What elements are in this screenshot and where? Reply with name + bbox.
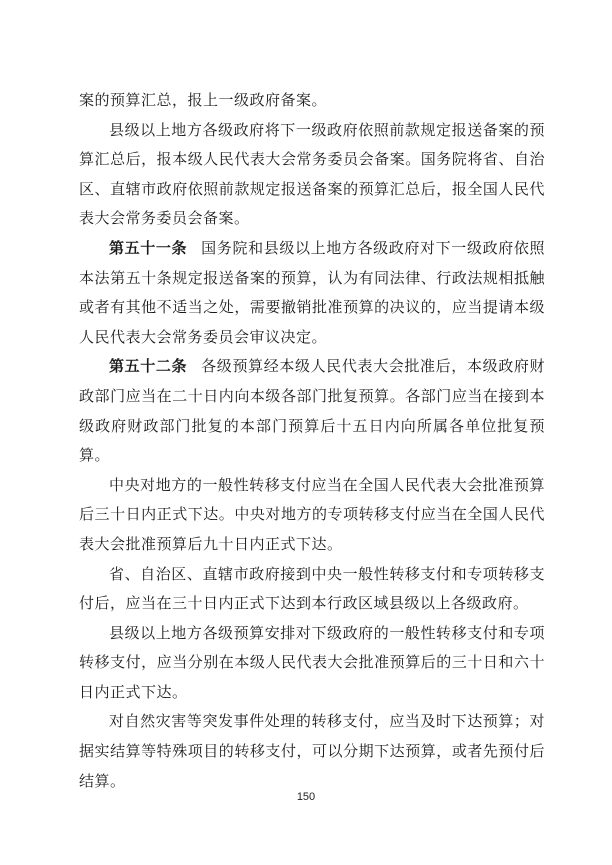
document-page	[79, 86, 545, 796]
article-52-paragraph	[79, 352, 545, 470]
paragraph-continuation	[79, 86, 545, 116]
paragraph-text: 中央对地方的一般性转移支付应当在全国人民代表大会批准预算后三十日内正式下达。中央对地方的专项转移支付应当在全国人民代表大会批准预算后九十日内正式下达。	[79, 475, 545, 553]
paragraph-text: 案的预算汇总，报上一级政府备案。	[79, 91, 328, 109]
paragraph-text: 县级以上地方各级政府将下一级政府依照前款规定报送备案的预算汇总后，报本级人民代表大会常务委员会备案。国务院将省、自治区、直辖市政府依照前款规定报送备案的预算汇总后，报全国人民代表大会常务委员会备案。	[79, 120, 545, 228]
article-number: 第五十一条	[109, 238, 188, 257]
paragraph	[79, 116, 545, 234]
paragraph-text: 各级预算经本级人民代表大会批准后，本级政府财政部门应当在二十日内向本级各部门批复预算。各部门应当在接到本级政府财政部门批复的本部门预算后十五日内向所属各单位批复预算。	[79, 357, 545, 465]
paragraph	[79, 471, 545, 560]
paragraph	[79, 707, 545, 796]
paragraph-text: 省、自治区、直辖市政府接到中央一般性转移支付和专项转移支付后，应当在三十日内正式下达到本行政区域县级以上各级政府。	[79, 564, 545, 613]
paragraph-text: 国务院和县级以上地方各级政府对下一级政府依照本法第五十条规定报送备案的预算，认为有同法律、行政法规相抵触或者有其他不适当之处，需要撤销批准预算的决议的，应当提请本级人民代表大会常务委员会审议决定。	[79, 238, 545, 346]
paragraph	[79, 619, 545, 708]
paragraph-text: 县级以上地方各级预算安排对下级政府的一般性转移支付和专项转移支付，应当分别在本级人民代表大会批准预算后的三十日和六十日内正式下达。	[79, 623, 545, 701]
article-number: 第五十二条	[109, 357, 188, 376]
page-number: 150	[296, 791, 316, 803]
paragraph-text: 对自然灾害等突发事件处理的转移支付，应当及时下达预算；对据实结算等特殊项目的转移支付，可以分期下达预算，或者先预付后结算。	[79, 712, 545, 790]
article-51-paragraph	[79, 234, 545, 352]
paragraph	[79, 560, 545, 619]
